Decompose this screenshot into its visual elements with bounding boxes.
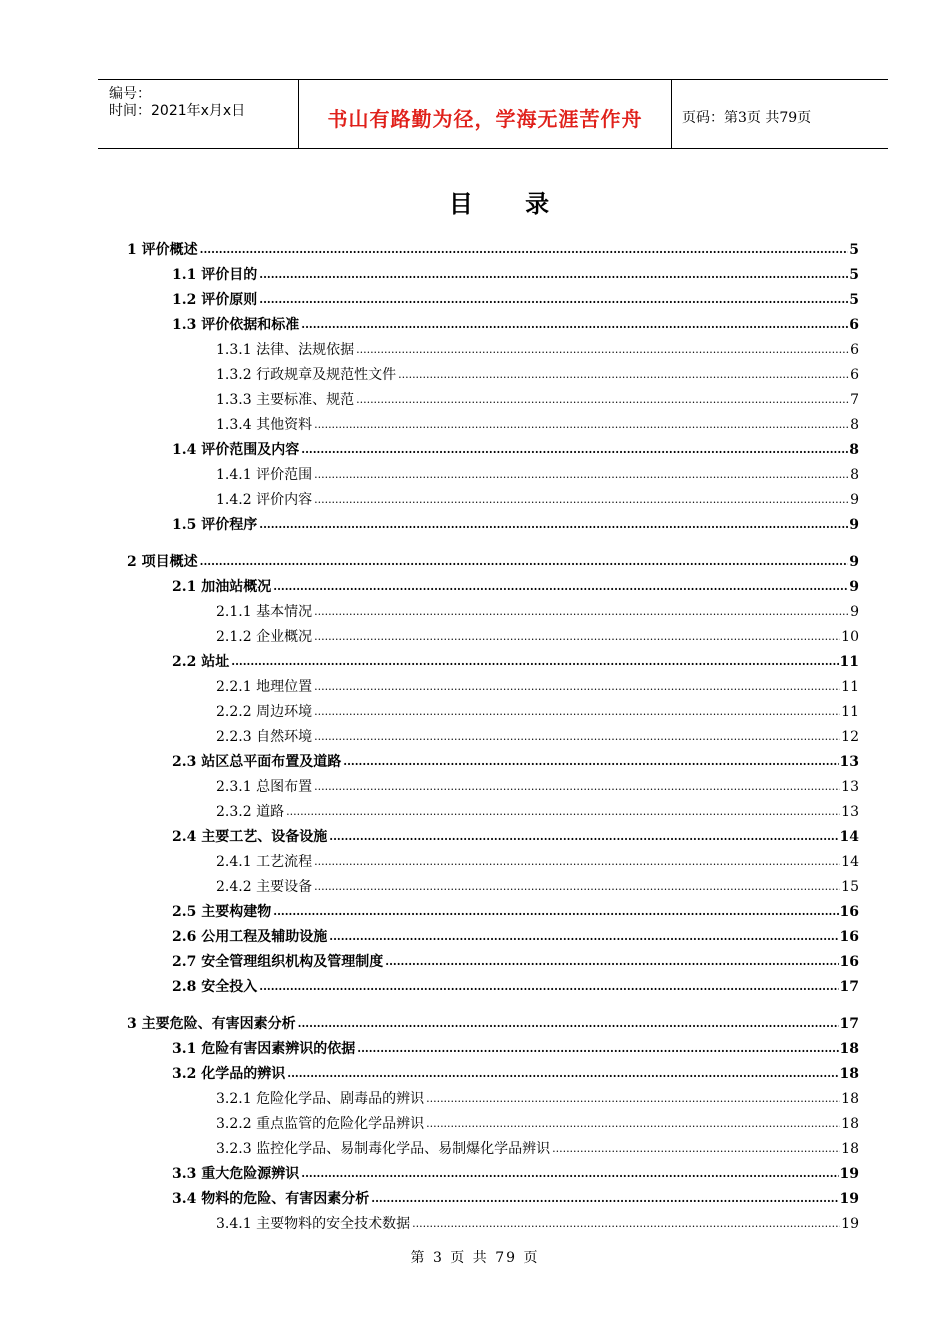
toc-entry-page: 17 [839,1016,859,1032]
toc-entry-label: 2.1.1 基本情况 [216,604,313,620]
toc-dot-leader [273,904,838,920]
toc-entry-label: 1.3.2 行政规章及规范性文件 [216,367,397,383]
toc-entry-label: 2.7 安全管理组织机构及管理制度 [172,954,384,970]
toc-entry[interactable] [216,600,859,620]
toc-entry[interactable] [172,1162,859,1182]
toc-entry-page: 11 [841,679,859,695]
toc-entry-label: 1.1 评价目的 [172,267,258,283]
toc-entry[interactable] [172,1062,859,1082]
toc-entry-label: 3.2 化学品的辨识 [172,1066,286,1082]
toc-entry-label: 3.4.1 主要物料的安全技术数据 [216,1216,411,1232]
toc-dot-leader [314,467,849,483]
toc-entry[interactable] [216,413,859,433]
toc-entry-label: 1.3.1 法律、法规依据 [216,342,355,358]
toc-entry-page: 19 [841,1216,859,1232]
toc-dot-leader [314,779,840,795]
toc-dot-leader [398,367,849,383]
toc-entry[interactable] [172,513,859,533]
toc-entry-label: 2.2.2 周边环境 [216,704,313,720]
toc-entry-page: 16 [839,904,859,920]
toc-entry-page: 11 [841,704,859,720]
toc-dot-leader [371,1191,838,1207]
toc-entry[interactable] [172,950,859,970]
toc-dot-leader [287,1066,838,1082]
toc-entry[interactable] [172,825,859,845]
toc-entry[interactable] [216,700,859,720]
toc-dot-leader [298,1016,839,1032]
toc-entry[interactable] [216,388,859,408]
toc-entry-label: 2.3.1 总图布置 [216,779,313,795]
toc-dot-leader [314,704,840,720]
page-footer: 第 3 页 共 79 页 [410,1250,540,1266]
toc-entry[interactable] [216,775,859,795]
toc-entry[interactable] [172,313,859,333]
toc-entry[interactable] [172,750,859,770]
toc-dot-leader [314,417,849,433]
toc-dot-leader [343,754,838,770]
toc-entry-page: 9 [849,517,859,533]
toc-entry-page: 8 [849,442,859,458]
toc-dot-leader [314,854,840,870]
toc-entry-page: 9 [850,604,859,620]
toc-entry-page: 7 [850,392,859,408]
toc-entry-label: 1.3 评价依据和标准 [172,317,300,333]
toc-entry-label: 2.4 主要工艺、设备设施 [172,829,328,845]
toc-title: 目 录 [448,189,572,218]
toc-dot-leader [259,292,848,308]
toc-entry-page: 16 [839,954,859,970]
toc-entry-page: 9 [849,579,859,595]
toc-entry-label: 2.4.1 工艺流程 [216,854,313,870]
toc-entry-label: 3.2.2 重点监管的危险化学品辨识 [216,1116,425,1132]
toc-dot-leader [314,729,840,745]
toc-entry-label: 1 评价概述 [127,242,198,258]
toc-entry[interactable] [216,1087,859,1107]
toc-entry[interactable] [216,1112,859,1132]
toc-entry-page: 14 [839,829,859,845]
header-meta [98,80,299,148]
toc-entry[interactable] [216,875,859,895]
toc-entry-page: 11 [839,654,859,670]
toc-entry-page: 17 [839,979,859,995]
toc-dot-leader [314,879,840,895]
toc-entry-label: 1.3.3 主要标准、规范 [216,392,355,408]
toc-entry-label: 1.5 评价程序 [172,517,258,533]
toc-dot-leader [385,954,838,970]
toc-dot-leader [301,1166,838,1182]
toc-dot-leader [314,679,840,695]
toc-dot-leader [314,492,849,508]
toc-entry[interactable] [172,288,859,308]
toc-dot-leader [329,829,838,845]
toc-entry[interactable] [172,975,859,995]
toc-entry[interactable] [172,1037,859,1057]
toc-entry-label: 3 主要危险、有害因素分析 [127,1016,296,1032]
toc-entry-page: 15 [841,879,859,895]
toc-entry-label: 3.2.3 监控化学品、易制毒化学品、易制爆化学品辨识 [216,1141,551,1157]
toc-entry[interactable] [127,550,859,570]
toc-entry-page: 13 [839,754,859,770]
toc-entry-label: 2.2.3 自然环境 [216,729,313,745]
time-label: 时间：2021年x月x日 [109,103,246,119]
toc-entry[interactable] [172,575,859,595]
toc-entry[interactable] [172,650,859,670]
toc-dot-leader [356,342,849,358]
toc-dot-leader [314,629,840,645]
toc-entry-label: 3.2.1 危险化学品、剧毒品的辨识 [216,1091,425,1107]
toc-dot-leader [259,979,838,995]
toc-entry-page: 9 [849,554,859,570]
toc-entry-label: 2.3.2 道路 [216,804,285,820]
toc-dot-leader [357,1041,838,1057]
toc-entry[interactable] [216,800,859,820]
toc-dot-leader [426,1116,840,1132]
toc-entry[interactable] [172,1187,859,1207]
toc-entry-page: 13 [841,779,859,795]
toc-entry-label: 3.1 危险有害因素辨识的依据 [172,1041,356,1057]
toc-entry-page: 13 [841,804,859,820]
header-page-info: 页码：第3页 共79页 [682,110,812,126]
header-page-cell [672,80,888,148]
toc-entry-label: 1.2 评价原则 [172,292,258,308]
toc-entry-page: 16 [839,929,859,945]
toc-entry-label: 2.3 站区总平面布置及道路 [172,754,342,770]
toc-entry[interactable] [216,1212,859,1232]
toc-dot-leader [314,604,849,620]
toc-entry-label: 2.6 公用工程及辅助设施 [172,929,328,945]
toc-entry-page: 18 [839,1041,859,1057]
header-motto: 书山有路勤为径，学海无涯苦作舟 [327,107,643,131]
header-motto-cell [299,80,672,148]
toc-entry[interactable] [216,338,859,358]
toc-entry-page: 8 [850,467,859,483]
toc-entry-page: 19 [839,1166,859,1182]
toc-dot-leader [412,1216,840,1232]
toc-entry-label: 2.8 安全投入 [172,979,258,995]
toc-entry-page: 14 [841,854,859,870]
toc-entry-label: 2.4.2 主要设备 [216,879,313,895]
toc-entry-page: 19 [839,1191,859,1207]
toc-entry-page: 5 [849,242,859,258]
toc-entry-page: 9 [850,492,859,508]
toc-entry-page: 5 [849,292,859,308]
toc-entry[interactable] [216,625,859,645]
toc-entry[interactable] [216,363,859,383]
toc-dot-leader [259,517,848,533]
toc-dot-leader [301,442,848,458]
toc-entry[interactable] [216,463,859,483]
toc-dot-leader [200,554,849,570]
toc-dot-leader [552,1141,840,1157]
toc-entry-page: 6 [850,342,859,358]
toc-dot-leader [259,267,848,283]
toc-entry-label: 3.3 重大危险源辨识 [172,1166,300,1182]
toc-entry-page: 6 [850,367,859,383]
toc-entry-page: 18 [839,1066,859,1082]
toc-entry-label: 1.3.4 其他资料 [216,417,313,433]
toc-entry[interactable] [172,900,859,920]
toc-entry[interactable] [216,850,859,870]
toc-entry-label: 3.4 物料的危险、有害因素分析 [172,1191,370,1207]
toc-entry[interactable] [216,675,859,695]
toc-dot-leader [329,929,838,945]
toc-entry[interactable] [172,438,859,458]
toc-dot-leader [301,317,848,333]
toc-entry[interactable] [172,925,859,945]
toc-dot-leader [273,579,848,595]
toc-entry-label: 2.5 主要构建物 [172,904,272,920]
toc-entry-label: 2.1 加油站概况 [172,579,272,595]
toc-entry-label: 2.1.2 企业概况 [216,629,313,645]
toc-dot-leader [426,1091,840,1107]
toc-entry-page: 18 [841,1091,859,1107]
toc-entry-page: 5 [849,267,859,283]
toc-entry-label: 1.4.2 评价内容 [216,492,313,508]
toc-entry-label: 2.2 站址 [172,654,230,670]
serial-label: 编号： [109,86,151,102]
page-header [98,79,888,149]
toc-entry-label: 2 项目概述 [127,554,198,570]
toc-dot-leader [356,392,849,408]
toc-entry[interactable] [172,263,859,283]
toc-dot-leader [231,654,838,670]
toc-dot-leader [286,804,840,820]
toc-entry-page: 8 [850,417,859,433]
toc-entry[interactable] [216,1137,859,1157]
toc-entry[interactable] [216,725,859,745]
toc-entry-page: 10 [841,629,859,645]
toc-entry-label: 1.4 评价范围及内容 [172,442,300,458]
toc-entry-page: 18 [841,1141,859,1157]
toc-entry[interactable] [127,238,859,258]
toc-entry-page: 6 [849,317,859,333]
toc-entry-label: 1.4.1 评价范围 [216,467,313,483]
toc-entry[interactable] [127,1012,859,1032]
toc-entry-page: 18 [841,1116,859,1132]
toc-dot-leader [200,242,849,258]
toc-entry-label: 2.2.1 地理位置 [216,679,313,695]
toc-entry-page: 12 [841,729,859,745]
toc-entry[interactable] [216,488,859,508]
